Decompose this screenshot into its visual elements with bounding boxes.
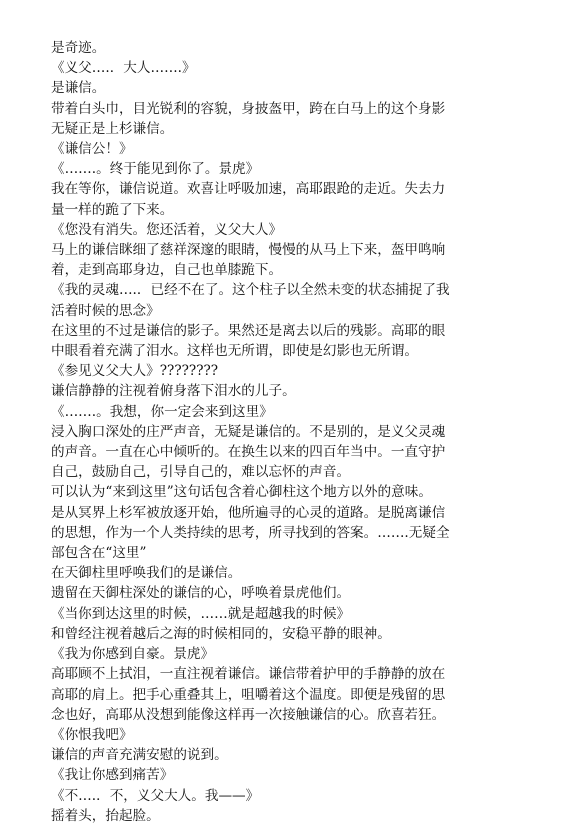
text-line: 和曾经注视着越后之海的时候相同的，安稳平静的眼神。 [51, 625, 391, 642]
text-line: 带着白头巾，目光锐利的容貌，身披盔甲，跨在白马上的这个身影 [51, 100, 446, 117]
text-line: 《谦信公！》 [51, 141, 133, 158]
text-line: 《你恨我吧》 [51, 726, 133, 743]
text-line: 《我让你感到痛苦》 [51, 767, 174, 784]
text-line: 念也好，高耶从没想到能像这样再一次接触谦信的心。欣喜若狂。 [51, 706, 446, 723]
body-text [51, 38, 539, 826]
text-line: 我在等你，谦信说道。欢喜让呼吸加速，高耶跟跄的走近。失去力 [51, 181, 446, 198]
text-line: 活着时候的思念》 [51, 302, 160, 319]
text-line: 《我的灵魂….．已经不在了。这个柱子以全然未变的状态捕捉了我 [51, 282, 450, 299]
text-line: 《您没有消失。您还活着，义父大人》 [51, 221, 283, 238]
text-line: 遗留在天御柱深处的谦信的心，呼唤着景虎他们。 [51, 585, 351, 602]
text-line: 浸入胸口深处的庄严声音，无疑是谦信的。不是别的，是义父灵魂 [51, 423, 446, 440]
text-line: 《不….．不，义父大人。我——》 [51, 787, 260, 804]
text-line: 《义父….．大人…….》 [51, 60, 196, 77]
text-line: 高耶顾不上拭泪，一直注视着谦信。谦信带着护甲的手静静的放在 [51, 666, 446, 683]
text-line: 《参见义父大人》???????? [51, 363, 219, 380]
text-line: 部包含在“这里” [51, 545, 147, 562]
text-line: 是谦信。 [51, 80, 106, 97]
text-line: 《…….。我想，你一定会来到这里》 [51, 403, 273, 420]
text-line: 《当你到达这里的时候，……就是超越我的时候》 [51, 605, 351, 622]
text-line: 的声音。一直在心中倾听的。在换生以来的四百年当中。一直守护 [51, 444, 446, 461]
text-line: 无疑正是上杉谦信。 [51, 120, 174, 137]
text-line: 是从冥界上杉军被放逐开始，他所遍寻的心灵的道路。是脱离谦信 [51, 504, 446, 521]
text-line: 中眼看着充满了泪水。这样也无所谓，即使是幻影也无所谓。 [51, 343, 419, 360]
text-line: 的思想，作为一个人类持续的思考，所寻找到的答案。…….无疑全 [51, 524, 450, 541]
text-line: 谦信静静的注视着俯身落下泪水的儿子。 [51, 383, 296, 400]
text-line: 谦信的声音充满安慰的说到。 [51, 747, 228, 764]
text-line: 可以认为“来到这里”这句话包含着心御柱这个地方以外的意味。 [51, 484, 432, 501]
text-line: 着，走到高耶身边，自己也单膝跪下。 [51, 262, 283, 279]
text-line: 《…….。终于能见到你了。景虎》 [51, 161, 260, 178]
text-line: 在天御柱里呼唤我们的是谦信。 [51, 565, 242, 582]
text-line: 量一样的跪了下来。 [51, 201, 174, 218]
text-line: 高耶的肩上。把手心重叠其上，咀嚼着这个温度。即便是残留的思 [51, 686, 446, 703]
text-line: 摇着头，抬起脸。 [51, 807, 160, 824]
text-line: 自己，鼓励自己，引导自己的，难以忘怀的声音。 [51, 464, 351, 481]
text-line: 《我为你感到自豪。景虎》 [51, 646, 215, 663]
text-line: 马上的谦信眯细了慈祥深邃的眼睛，慢慢的从马上下来，盔甲鸣响 [51, 242, 446, 259]
text-line: 在这里的不过是谦信的影子。果然还是离去以后的残影。高耶的眼 [51, 322, 446, 339]
text-line: 是奇迹。 [51, 40, 106, 56]
